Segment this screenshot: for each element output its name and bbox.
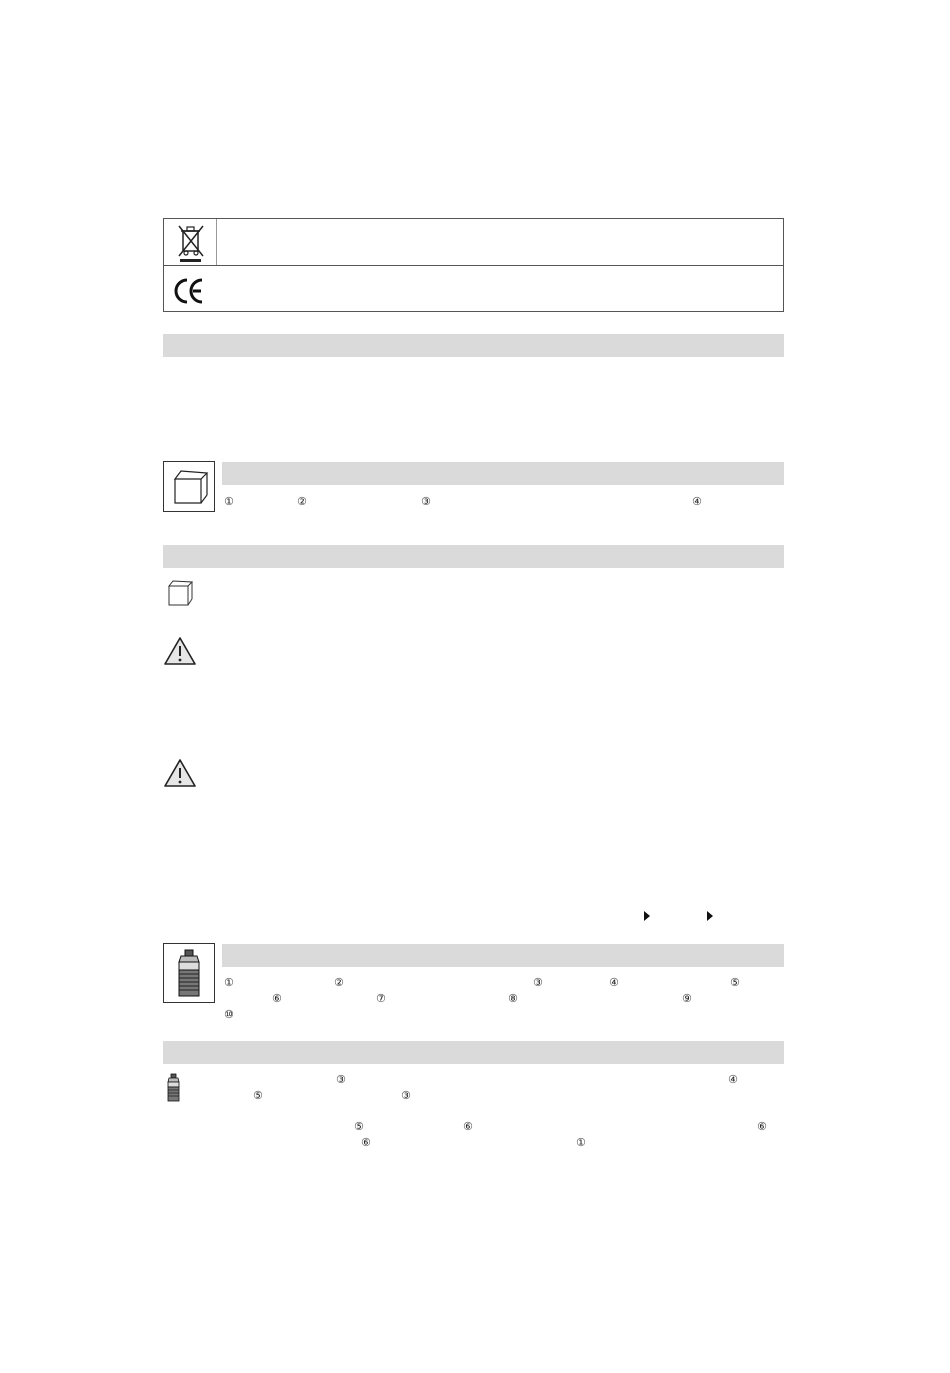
filter-cartridge-icon [176, 948, 204, 1000]
filter-icon-frame [163, 943, 215, 1003]
callout-2: ② [297, 495, 307, 508]
section-header-bar [163, 334, 784, 357]
callout-4: ④ [609, 976, 619, 989]
callout-3: ③ [421, 495, 431, 508]
callout-7: ⑦ [376, 992, 386, 1005]
callout-3: ③ [336, 1073, 346, 1086]
callout-6: ⑥ [463, 1120, 473, 1133]
right-arrow-icon [707, 911, 713, 921]
callout-3: ③ [533, 976, 543, 989]
contents-icon-frame [163, 461, 215, 512]
callout-10: ⑩ [224, 1008, 234, 1021]
row-divider [164, 265, 783, 266]
right-arrow-icon [644, 911, 650, 921]
warning-triangle-icon [163, 758, 197, 788]
open-box-icon [171, 467, 209, 507]
callout-4: ④ [692, 495, 702, 508]
ce-mark-icon [174, 277, 206, 305]
callout-6: ⑥ [361, 1136, 371, 1149]
callout-4: ④ [728, 1073, 738, 1086]
filter-cartridge-icon [166, 1073, 182, 1103]
symbol-table [163, 218, 784, 312]
warning-triangle-icon [163, 636, 197, 666]
contents-header-bar [222, 462, 784, 485]
cell-divider [216, 219, 217, 265]
callout-6: ⑥ [757, 1120, 767, 1133]
open-box-icon [166, 578, 194, 608]
callout-2: ② [334, 976, 344, 989]
crossed-out-wheelie-bin-icon [176, 223, 206, 263]
filter-use-header-bar [163, 1041, 784, 1064]
callout-5: ⑤ [354, 1120, 364, 1133]
callout-5: ⑤ [253, 1089, 263, 1102]
setup-header-bar [163, 545, 784, 568]
callout-9: ⑨ [682, 992, 692, 1005]
callout-8: ⑧ [508, 992, 518, 1005]
callout-3: ③ [401, 1089, 411, 1102]
filter-parts-header-bar [222, 944, 784, 967]
callout-1: ① [224, 976, 234, 989]
callout-5: ⑤ [730, 976, 740, 989]
callout-1: ① [224, 495, 234, 508]
callout-1: ① [576, 1136, 586, 1149]
callout-6: ⑥ [272, 992, 282, 1005]
